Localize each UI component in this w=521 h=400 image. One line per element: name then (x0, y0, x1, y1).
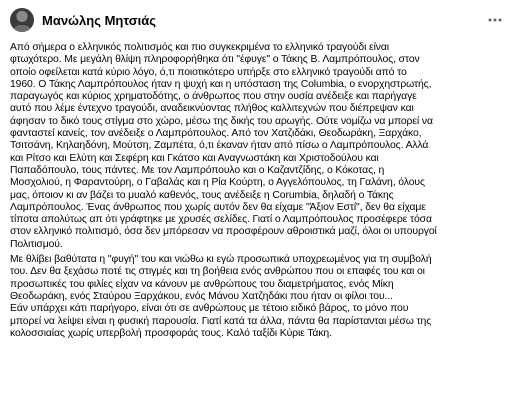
post-body (10, 42, 513, 343)
more-options-button[interactable] (483, 8, 507, 32)
avatar[interactable] (10, 8, 34, 32)
author-name[interactable]: Μανώλης Μητσιάς (42, 12, 157, 28)
more-horizontal-icon (488, 18, 502, 22)
post-paragraph: Από σήμερα ο ελληνικός πολιτισμός και πιο συγκεκριμένα το ελληνικό τραγούδι είναι φτωχότερο. Με μεγάλη θλίψη πληροφορήθηκα ότι "έφυγε" ο Τάκης Β. Λαμπρόπουλος, στον οποίο οφείλεται κατά κύριο λόγο, ό,τι ποιοτικότερο υπήρξε στο ελληνικό τραγούδι από το 1960. Ο Τάκης Λαμπρόπουλος ήταν η ψυχή και η υπόσταση της Columbia, ο ενορχηστρωτής, παραγωγός και κύριος χρηματοδότης, ο άνθρωπος που στην ουσία ανέδειξε και παρήγαγε αυτό που λέμε έντεχνο τραγούδι, αναδεικνύοντας πλήθος καλλιτεχνών που διέπρεψαν και άφησαν το δικό τους στίγμα στο χώρο, μέσω της δικής του αρωγής. Ούτε νομίζω να μπορεί να φανταστεί κανείς, τον ανέδειξε ο Λαμπρόπουλος. Από τον Χατζιδάκι, Θεοδωράκη, Ξαρχάκο, Τσιτσάνη, Κηλαηδόνη, Μούτση, Ζαμπέτα, ό,τι έκαναν ήταν από πίσω ο Λαμπρόπουλος. Αλλά και Ρίτσο και Ελύτη και Σεφέρη και Γκάτσο και Αναγνωστάκη και Χριστοδούλου και Παπαδόπουλο, τους πάντες. Με τον Λαμπρόπουλο και ο Καζαντζίδης, ο Κόκοτας, η Μοσχολιού, η Φαραντούρη, ο Γαβαλάς και η Ρία Κούρτη, ο Αγγελόπουλος, τη Γαλάνη, όλους μας, όποιον κι αν βάζει το μυαλό καθενός, τους ανέδειξε η Corumbia, δηλαδή ο Τάκης Λαμπρόπουλος. Ένας άνθρωπος που χωρίς αυτόν δεν θα είχαμε "Άξιον Εστί", δεν θα είχαμε τίποτα απολύτως απ ότι γράφτηκε με χρυσές σελίδες. Γιατί ο Λαμπρόπουλος προσέφερε τόσα στον ελληνικό πολιτισμό, όσα δεν μπόρεσαν να προσφέρουν αθροιστικά μαζί, όλοι οι υπουργοί Πολιτισμού. (10, 42, 437, 250)
post-paragraph: Με θλίβει βαθύτατα η "φυγή" του και νιώθω κι εγώ προσωπικά υποχρεωμένος για τη συμβολή του. Δεν θα ξεχάσω ποτέ τις στιγμές και τη βοήθεια ενός ανθρώπου που οι επαφές του και οι προσωπικές του φιλίες είχαν να κάνουν με ανθρώπους του διαμετρήματος, ενός Μίκη Θεοδωράκη, ενός Σταύρου Ξαρχάκου, ενός Μάνου Χατζηδάκι που ήταν οι φίλοι του... Εάν υπάρχει κάτι παρήγορο, είναι ότι σε ανθρώπους με τέτοιο ειδικό βάρος, το μόνο που μπορεί να λείψει είναι η φυσική παρουσία. Γιατί κατά τα άλλα, πάντα θα παρίστανται μέσω της κολοσσιαίας χωρίς υπερβολή προσφοράς τους. Καλό ταξίδι Κύριε Τάκη. (10, 254, 432, 339)
post-header (10, 6, 513, 34)
